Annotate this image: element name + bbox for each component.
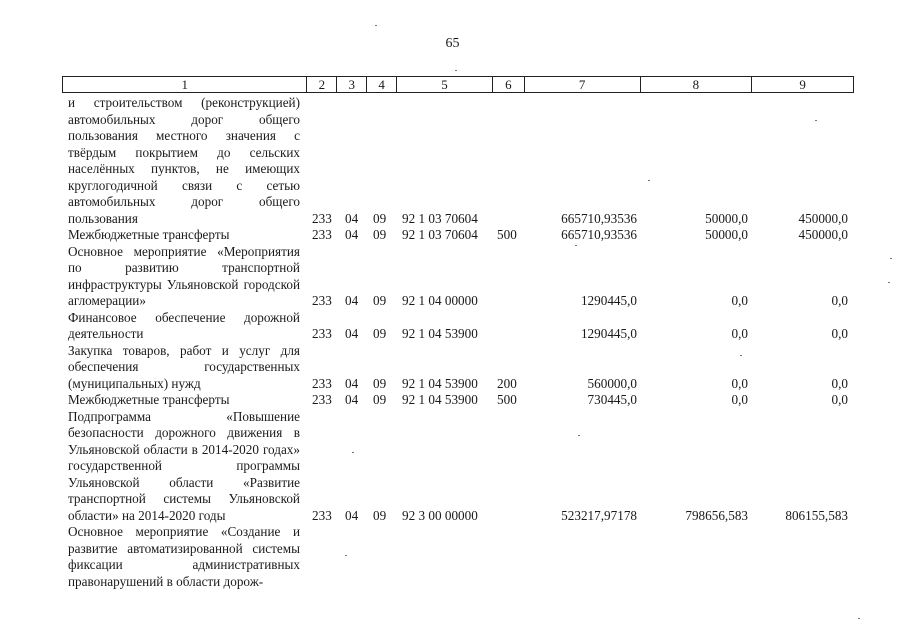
grbs-code: 233	[312, 392, 332, 407]
amount-col-9: 0,0	[831, 293, 848, 308]
table-row	[0, 409, 905, 525]
expense-type-code: 500	[497, 227, 517, 242]
section-code: 04	[345, 326, 359, 341]
header-col-4: 4	[366, 77, 396, 92]
amount-col-8: 798656,583	[685, 507, 748, 523]
target-article-code: 92 1 04 53900	[402, 326, 478, 341]
amount-col-8: 0,0	[731, 326, 748, 341]
scan-speck	[578, 435, 580, 436]
amount-col-9: 806155,583	[785, 507, 848, 523]
row-description: Финансовое обеспечение дорожной деятельности	[68, 309, 300, 341]
table-header	[62, 76, 854, 93]
table-row	[0, 310, 905, 343]
scan-speck	[352, 452, 354, 453]
scan-speck	[858, 618, 860, 619]
table-row	[0, 95, 905, 227]
target-article-code: 92 1 04 00000	[402, 293, 478, 308]
section-code: 04	[345, 227, 359, 242]
scan-speck	[575, 245, 577, 246]
row-description: и строительством (реконструкцией) автомобильных дорог общего пользования местного значения с твёрдым покрытием до сельских населённых пунктов, не имеющих круглогодичной связи с сетью автомобильных дорог общего пользования	[68, 95, 300, 226]
scan-speck	[815, 120, 817, 121]
section-code: 04	[345, 293, 359, 308]
page-number: 65	[445, 36, 460, 51]
row-description: Подпрограмма «Повышение безопасности дорожного движения в Ульяновской области в 2014-2020 годах» государственной программы Ульяновской области «Развитие транспортной системы Ульяновской области» на 2014-2020 годы	[68, 408, 300, 523]
row-description: Межбюджетные трансферты	[68, 392, 230, 407]
table-row	[0, 227, 905, 244]
grbs-code: 233	[312, 326, 332, 341]
scan-speck	[890, 258, 892, 259]
amount-col-8: 0,0	[731, 392, 748, 407]
amount-col-8: 50000,0	[705, 210, 748, 226]
amount-col-7: 523217,97178	[561, 507, 637, 523]
header-col-2: 2	[306, 77, 336, 92]
subsection-code: 09	[373, 392, 387, 407]
amount-col-9: 0,0	[831, 392, 848, 407]
amount-col-7: 665710,93536	[561, 227, 637, 242]
table-row	[0, 392, 905, 409]
target-article-code: 92 1 04 53900	[402, 375, 478, 391]
amount-col-7: 730445,0	[587, 392, 637, 407]
target-article-code: 92 1 03 70604	[402, 210, 478, 226]
table-body	[0, 95, 905, 590]
amount-col-7: 560000,0	[587, 375, 637, 391]
row-description: Закупка товаров, работ и услуг для обеспечения государственных (муниципальных) нужд	[68, 342, 300, 391]
subsection-code: 09	[373, 326, 387, 341]
grbs-code: 233	[312, 210, 332, 226]
amount-col-9: 450000,0	[798, 210, 848, 226]
amount-col-8: 50000,0	[705, 227, 748, 242]
header-col-6: 6	[492, 77, 524, 92]
grbs-code: 233	[312, 375, 332, 391]
amount-col-9: 0,0	[831, 326, 848, 341]
section-code: 04	[345, 392, 359, 407]
amount-col-8: 0,0	[731, 293, 748, 308]
amount-col-7: 1290445,0	[580, 293, 637, 308]
grbs-code: 233	[312, 293, 332, 308]
expense-type-code: 200	[497, 375, 517, 391]
scan-speck	[648, 180, 650, 181]
header-col-8: 8	[640, 77, 752, 92]
table-row	[0, 343, 905, 393]
section-code: 04	[345, 507, 359, 523]
amount-col-7: 1290445,0	[580, 326, 637, 341]
scan-speck	[455, 70, 457, 71]
header-col-3: 3	[336, 77, 366, 92]
table-row	[0, 244, 905, 310]
subsection-code: 09	[373, 375, 387, 391]
amount-col-9: 0,0	[831, 375, 848, 391]
table-row	[0, 524, 905, 590]
subsection-code: 09	[373, 293, 387, 308]
subsection-code: 09	[373, 227, 387, 242]
target-article-code: 92 1 03 70604	[402, 227, 478, 242]
section-code: 04	[345, 375, 359, 391]
amount-col-8: 0,0	[731, 375, 748, 391]
header-col-5: 5	[396, 77, 492, 92]
header-col-9: 9	[751, 77, 853, 92]
row-description: Межбюджетные трансферты	[68, 227, 230, 242]
row-description: Основное мероприятие «Создание и развитие автоматизированной системы фиксации административных правонарушений в области дорож-	[68, 524, 300, 589]
expense-type-code: 500	[497, 392, 517, 407]
grbs-code: 233	[312, 507, 332, 523]
row-description: Основное мероприятие «Мероприятия по развитию транспортной инфраструктуры Ульяновской городской агломерации»	[68, 243, 300, 308]
grbs-code: 233	[312, 227, 332, 242]
header-col-7: 7	[524, 77, 640, 92]
scan-speck	[375, 25, 377, 26]
target-article-code: 92 3 00 00000	[402, 507, 478, 523]
subsection-code: 09	[373, 210, 387, 226]
header-col-1: 1	[181, 77, 188, 92]
target-article-code: 92 1 04 53900	[402, 392, 478, 407]
amount-col-9: 450000,0	[798, 227, 848, 242]
scan-speck	[740, 355, 742, 356]
amount-col-7: 665710,93536	[561, 210, 637, 226]
scan-speck	[345, 555, 347, 556]
section-code: 04	[345, 210, 359, 226]
subsection-code: 09	[373, 507, 387, 523]
scan-speck	[888, 282, 890, 283]
